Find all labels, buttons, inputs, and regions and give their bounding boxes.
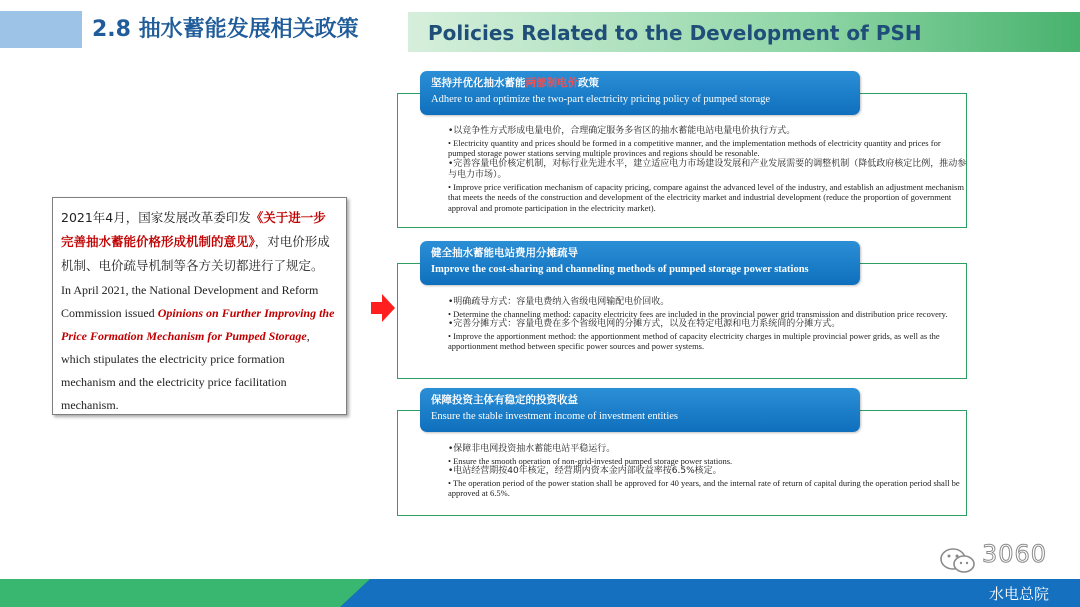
summary-en-document-title: Opinions on Further Improving the Price Formation Mechanism for Pumped Storage	[61, 306, 335, 343]
policy-heading-3-zh: 保障投资主体有稳定的投资收益	[431, 394, 578, 406]
watermark-label: 3060	[982, 540, 1048, 568]
watermark-source: 水电总院	[989, 585, 1050, 603]
bullet-item: •明确疏导方式：容量电费纳入省级电网输配电价回收。	[448, 297, 670, 307]
footer-blue-band	[340, 579, 1080, 607]
bullet-item: •完善容量电价核定机制，对标行业先进水平，建立适应电力市场建设发展和产业发展需要的调整机制（降低政府核定比例，推动参与电力市场）。	[448, 158, 967, 180]
right-arrow-icon	[371, 294, 395, 322]
policy-heading-2	[420, 241, 860, 285]
policy-heading-3-en: Ensure the stable investment income of investment entities	[431, 411, 678, 422]
policy-heading-2-zh: 健全抽水蓄能电站费用分摊疏导	[431, 247, 578, 259]
header-banner	[408, 12, 1080, 52]
header-accent-bar	[0, 11, 82, 48]
bullet-item: • Electricity quantity and prices should be formed in a competitive manner, and the implementation methods of electricity quantity and prices for pumped storage power stations serving multiple provinces and regions should be resonable.	[448, 137, 941, 158]
summary-en	[61, 279, 338, 417]
policy-heading-3	[420, 388, 860, 432]
policy-heading-1	[420, 71, 860, 115]
page-title-en: Policies Related to the Development of PSH	[428, 21, 922, 45]
policy-heading-2-en: Improve the cost-sharing and channeling methods of pumped storage power stations	[431, 264, 809, 275]
summary-zh-prefix: 2021年4月，国家发展改革委印发	[61, 210, 251, 225]
bullet-item: • Ensure the smooth operation of non-grid-invested pumped storage power stations.	[448, 455, 733, 466]
policy-heading-1-en: Adhere to and optimize the two-part electricity pricing policy of pumped storage	[431, 94, 771, 105]
summary-zh	[61, 206, 338, 278]
policy-2-bullets	[448, 297, 968, 352]
bullet-item: • The operation period of the power station shall be approved for 40 years, and the internal rate of return of capital during the operation period shall be approved at 6.5%.	[448, 477, 960, 498]
bullet-item: •以竞争性方式形成电量电价，合理确定服务多省区的抽水蓄能电站电量电价执行方式。	[448, 126, 796, 136]
bullet-item: • Improve price verification mechanism of capacity pricing, compare against the advanced level of the industry, and establish an adjustment mechanism that meets the needs of the construction and development of the electricity market and industrial development (reduce the proportion of government approval and promote participation in the electricity market).	[448, 181, 965, 213]
summary-zh-suffix: ，对电价形成机制、电价疏导机制等各方关切都进行了规定。	[61, 234, 330, 273]
policy-summary-box	[52, 197, 347, 415]
bullet-item: • Determine the channeling method: capacity electricity fees are included in the provincial power grid transmission and distribution price recovery.	[448, 308, 948, 319]
summary-en-suffix: , which stipulates the electricity price formation mechanism and the electricity price facilitation mechanism.	[61, 329, 310, 412]
summary-zh-document-title: 《关于进一步完善抽水蓄能价格形成机制的意见》	[61, 210, 326, 249]
bullet-item: •保障非电网投资抽水蓄能电站平稳运行。	[448, 444, 616, 454]
wechat-icon	[938, 546, 978, 576]
bullet-item: • Improve the apportionment method: the apportionment method of capacity electricity charges in multiple provincial power grids, as well as the apportionment method between specific power sources and power systems.	[448, 330, 940, 351]
policy-heading-1-zh: 坚持并优化抽水蓄能两部制电价政策	[431, 77, 599, 89]
bullet-item: •完善分摊方式：容量电费在多个省级电网的分摊方式，以及在特定电源和电力系统间的分摊方式。	[448, 319, 841, 329]
page-title-zh: 2.8 抽水蓄能发展相关政策	[92, 17, 359, 42]
summary-en-prefix: In April 2021, the National Development and Reform Commission issued	[61, 283, 319, 320]
footer-green-band	[0, 579, 370, 607]
policy-3-bullets	[448, 444, 968, 499]
bullet-item: •电站经营期按40年核定，经营期内资本金内部收益率按6.5%核定。	[448, 466, 722, 476]
policy-1-bullets	[448, 126, 968, 213]
